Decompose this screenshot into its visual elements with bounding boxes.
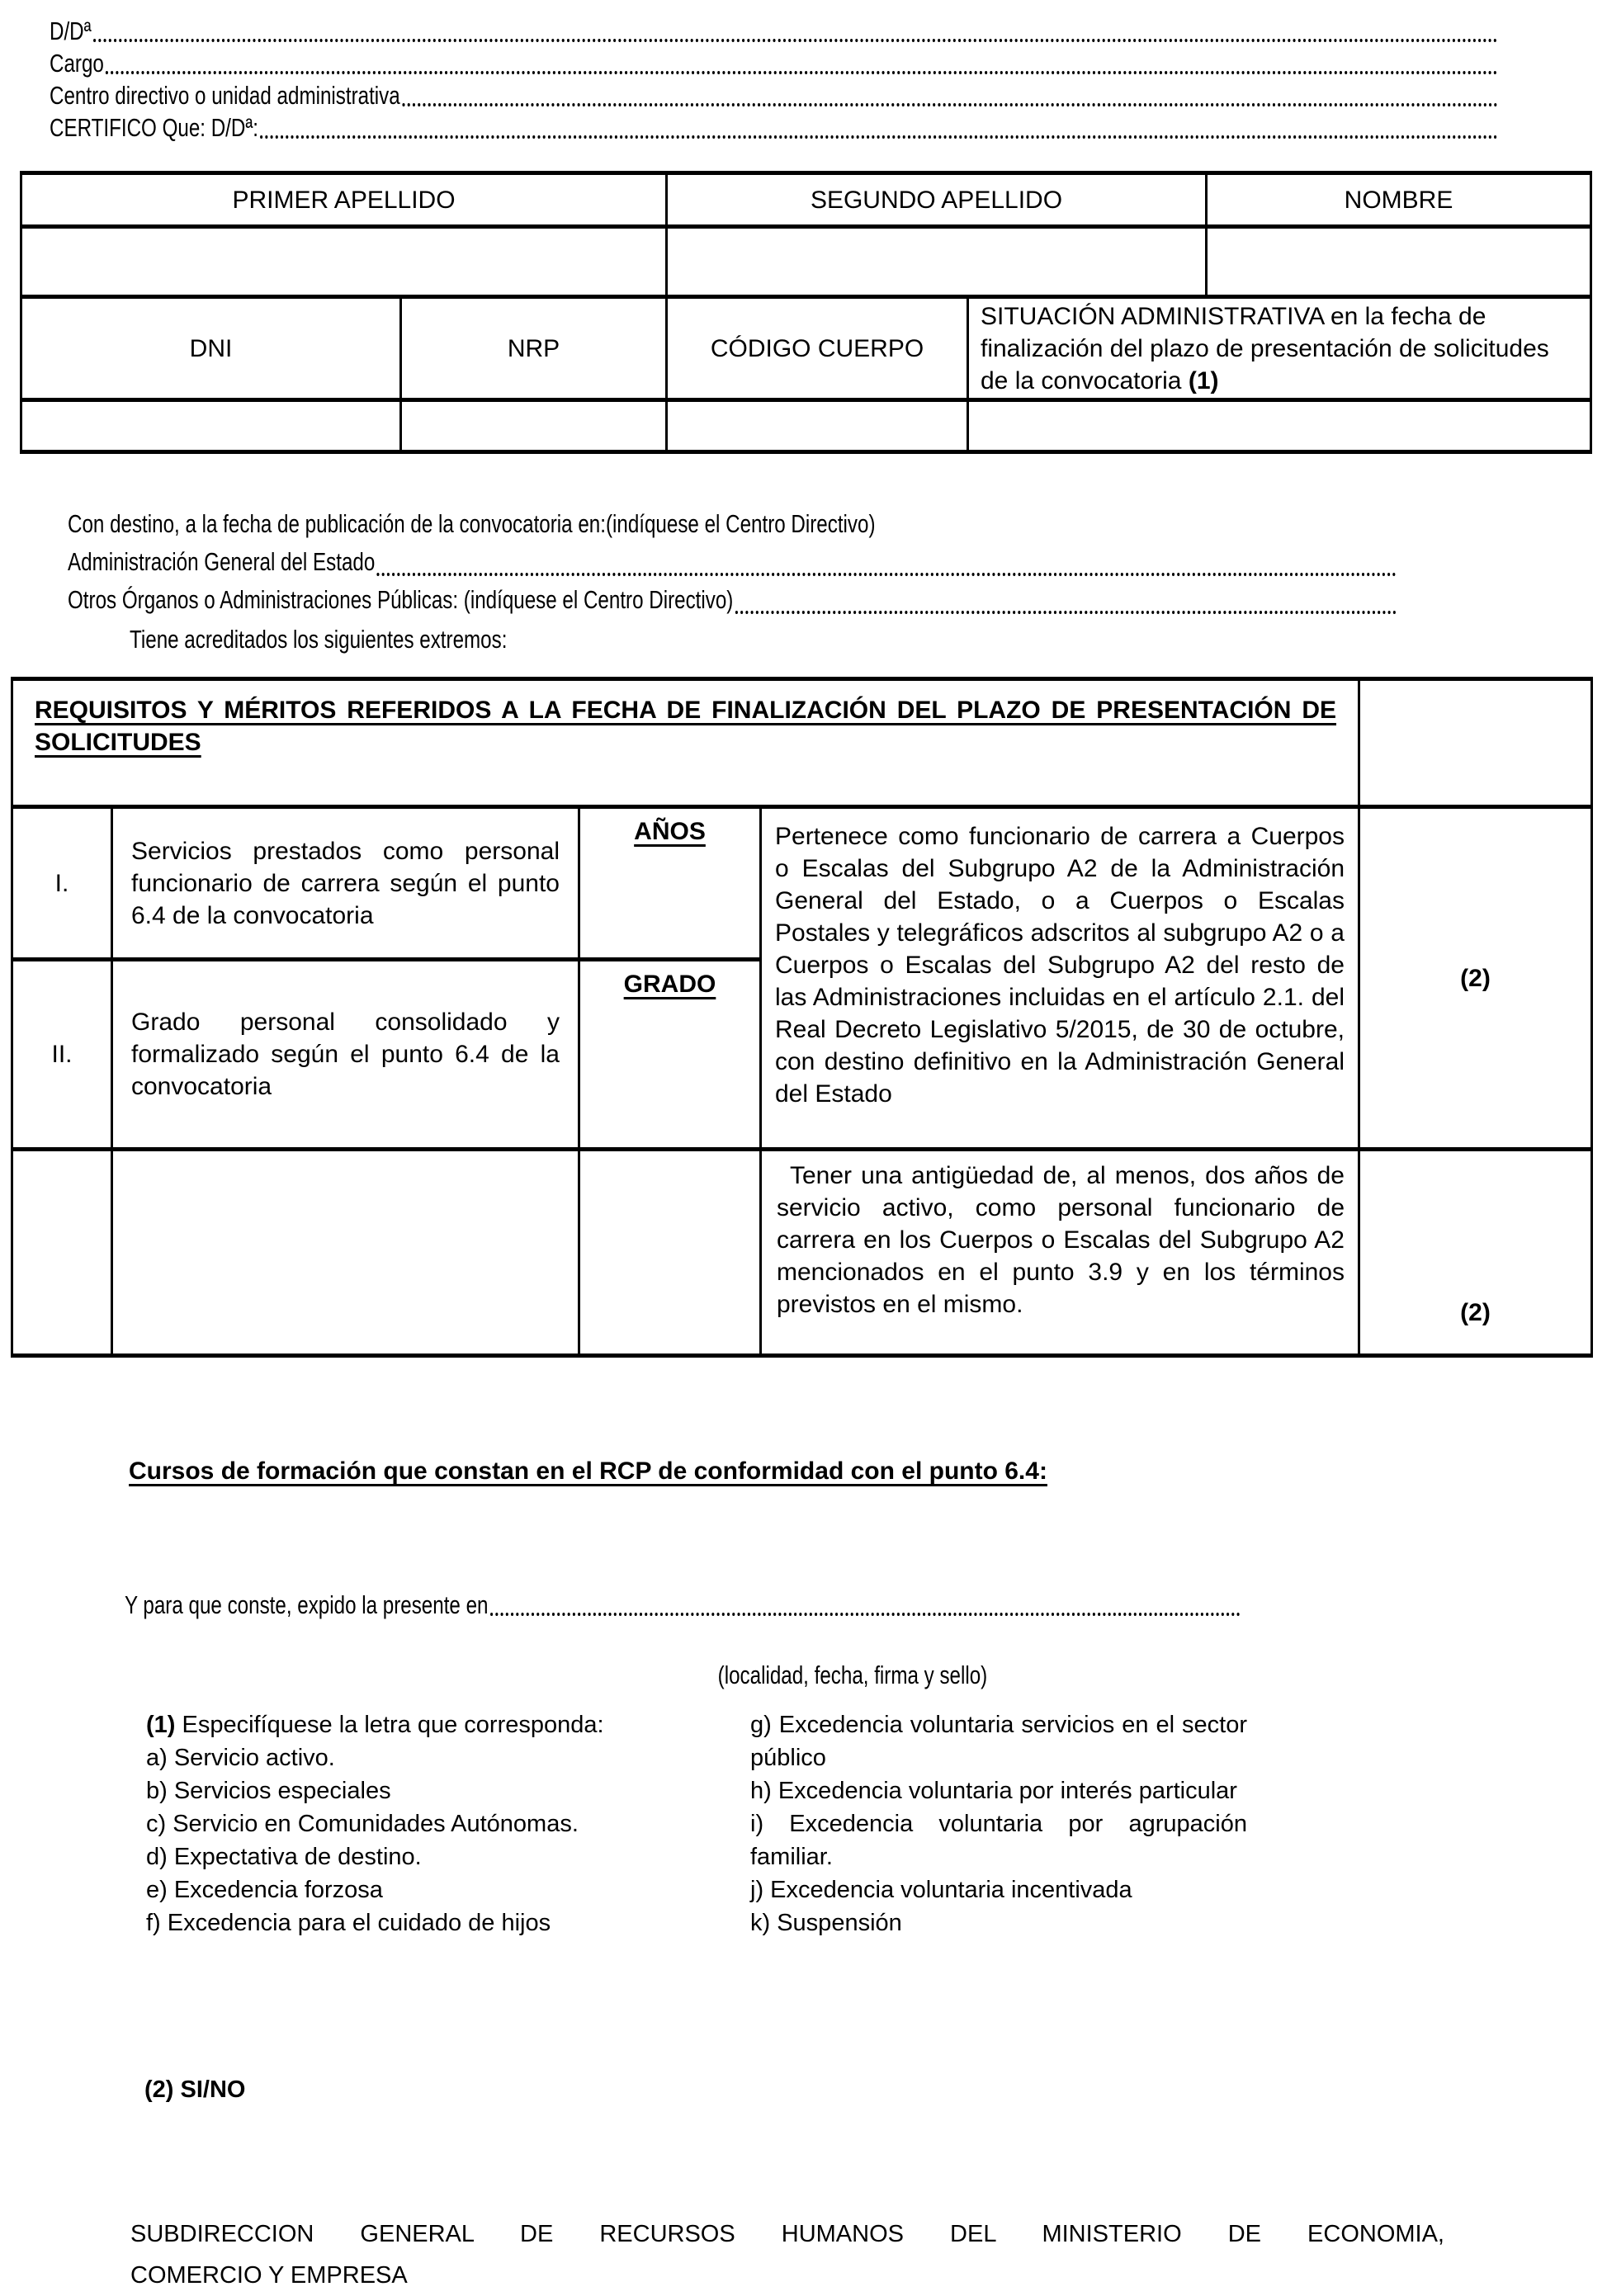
footnote-item-i: i) Excedencia voluntaria por agrupación familiar. [750,1811,1247,1870]
expedicion-label: Y para que conste, expido la presente en [125,1590,489,1619]
footer-line2: COMERCIO Y EMPRESA [130,2262,408,2289]
segundo-apellido-blank-cell [668,229,1208,299]
dni-blank-cell [22,402,402,454]
identity-table-bottom [20,299,1592,454]
situacion-administrativa-header [969,299,1592,402]
nrp-blank-cell [402,402,668,454]
footer-unit [130,2213,1444,2296]
footnote2-ref-lower: (2) [1360,1151,1593,1358]
codigo-cuerpo-blank-cell [668,402,969,454]
name-fill-line [50,15,1498,47]
footnotes-left-column [146,1708,623,1939]
nombre-header: NOMBRE [1208,175,1592,229]
primer-apellido-blank-cell [22,229,668,299]
footnote-item-h: h) Excedencia voluntaria por interés particular [750,1778,1237,1804]
footnote-item-c: c) Servicio en Comunidades Autónomas. [146,1811,579,1837]
nombre-blank-cell [1208,229,1592,299]
row1-numeral: I. [13,809,113,961]
certifico-label: CERTIFICO Que: D/Dª: [50,113,259,142]
pertenece-cell: Pertenece como funcionario de carrera a Cuerpos o Escalas del Subgrupo A2 de la Administración General del Estado, o a Cuerpos o Escalas Postales y telegráficos adscritos al subgrupo A2 o a Cuerpos o Escalas del Subgrupo A2 del resto de las Administraciones incluidas en el artículo 2.1. del Real Decreto Legislativo 5/2015, de 30 de octubre, con destino definitivo en la Administración General del Estado [762,809,1360,1151]
row1-concept-text: Servicios prestados como personal funcionario de carrera según el punto 6.4 de la convocatoria [131,837,560,929]
primer-apellido-header: PRIMER APELLIDO [22,175,668,229]
anos-label: AÑOS [634,818,706,845]
footnote-item-j: j) Excedencia voluntaria incentivada [750,1877,1132,1903]
name-label: D/Dª [50,17,92,45]
otros-organos-label: Otros Órganos o Administraciones Públicas: (indíquese el Centro Directivo) [68,585,734,614]
situacion-footnote-ref: (1) [1188,366,1219,394]
row1-concept-cell [113,809,580,961]
row3-blank-numeral-cell [13,1151,113,1358]
row2-unit-cell [580,961,762,1151]
dotted-fill [377,573,1397,576]
expedicion-line [125,1589,1241,1621]
requisitos-title-side-cell [1360,681,1593,809]
identity-table-top [20,171,1592,299]
age-fill-line [68,543,1397,581]
row2-concept-text: Grado personal consolidado y formalizado según el punto 6.4 de la convocatoria [131,1009,560,1100]
row1-unit-cell [580,809,762,961]
footnote2-note: (2) SI/NO [144,2076,246,2103]
acreditados-line: Tiene acreditados los siguientes extremos: [130,625,508,654]
footnote2-ref-upper: (2) [1360,809,1593,1151]
nrp-header: NRP [402,299,668,402]
requisitos-title: REQUISITOS Y MÉRITOS REFERIDOS A LA FECHA DE FINALIZACIÓN DEL PLAZO DE PRESENTACIÓN DE SOLICITUDES [13,681,1360,809]
footnote-item-k: k) Suspensión [750,1910,902,1936]
dotted-fill [735,611,1397,614]
footnotes-right-column [750,1708,1247,1939]
localidad-note: (localidad, fecha, firma y sello) [717,1661,988,1689]
situacion-blank-cell [969,402,1592,454]
destino-block [68,505,1397,619]
codigo-cuerpo-header: CÓDIGO CUERPO [668,299,969,402]
certifico-fill-line [50,111,1498,144]
dotted-fill [402,103,1498,106]
row2-concept-cell [113,961,580,1151]
identity-table [20,171,1592,454]
situacion-label: SITUACIÓN ADMINISTRATIVA en la fecha de finalización del plazo de presentación de solicitudes de la convocatoria [981,302,1549,394]
row2-numeral: II. [13,961,113,1151]
footnote-item-g: g) Excedencia voluntaria servicios en el sector público [750,1712,1247,1771]
footnote-item-b: b) Servicios especiales [146,1778,391,1804]
centro-directivo-fill-line [50,79,1498,111]
row3-blank-concept-cell [113,1151,580,1358]
row3-blank-unit-cell [580,1151,762,1358]
footer-line1: SUBDIRECCION GENERAL DE RECURSOS HUMANOS DEL MINISTERIO DE ECONOMIA, [130,2221,1444,2247]
destino-line1: Con destino, a la fecha de publicación de la convocatoria en:(indíquese el Centro Directivo) [68,509,876,538]
header-fill-lines [50,15,1498,144]
dotted-fill [490,1613,1241,1616]
footnote-item-f: f) Excedencia para el cuidado de hijos [146,1910,551,1936]
footnote-item-e: e) Excedencia forzosa [146,1877,383,1903]
footnote1-intro: (1) Especifíquese la letra que corresponda: [146,1712,604,1738]
requisitos-table [11,677,1593,1358]
cargo-fill-line [50,47,1498,79]
dotted-fill [106,71,1498,74]
antiguedad-cell: Tener una antigüedad de, al menos, dos años de servicio activo, como personal funcionario de carrera en los Cuerpos o Escalas del Subgrupo A2 mencionados en el punto 3.9 y en los términos previstos en el mismo. [762,1151,1360,1358]
expedicion-fill-line [125,1589,1241,1621]
otros-organos-fill-line [68,581,1397,619]
age-label: Administración General del Estado [68,547,376,576]
footnote-item-a: a) Servicio activo. [146,1745,335,1771]
cargo-label: Cargo [50,49,104,78]
dni-header: DNI [22,299,402,402]
grado-label: GRADO [623,971,716,998]
centro-directivo-label: Centro directivo o unidad administrativa [50,81,400,110]
footnote1-ref: (1) [146,1712,176,1738]
dotted-fill [93,39,1498,42]
dotted-fill [260,135,1498,139]
segundo-apellido-header: SEGUNDO APELLIDO [668,175,1208,229]
footnote-item-d: d) Expectativa de destino. [146,1844,422,1870]
cursos-heading: Cursos de formación que constan en el RCP de conformidad con el punto 6.4: [129,1457,1047,1485]
